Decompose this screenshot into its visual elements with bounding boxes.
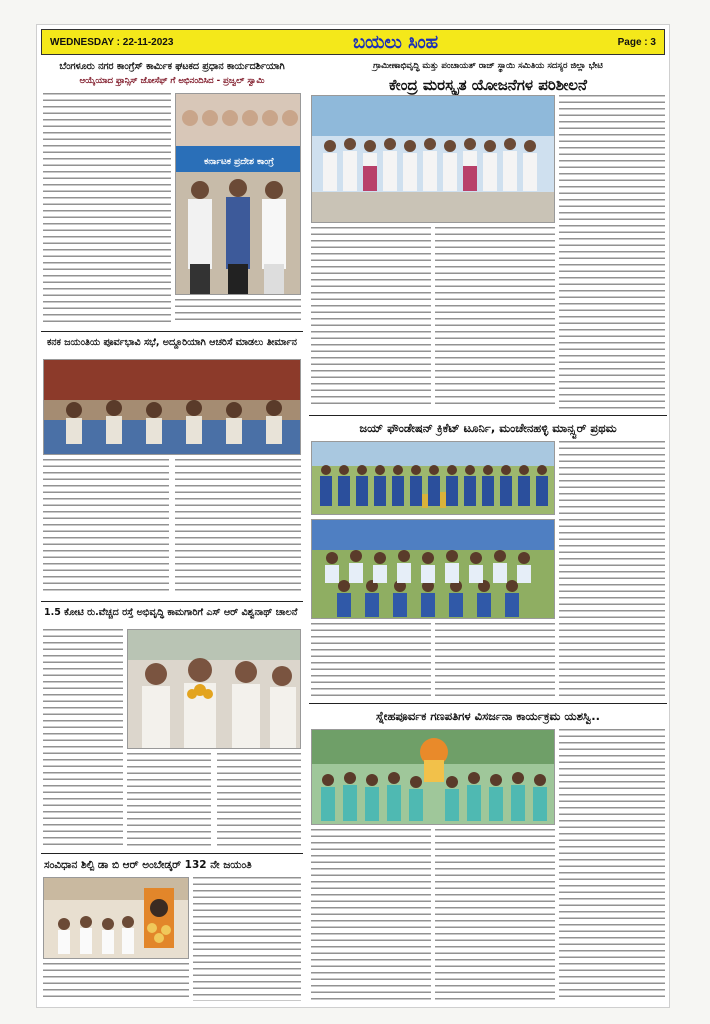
article-text xyxy=(311,227,431,409)
article-text xyxy=(311,623,431,699)
story-headline: ಸಂವಿಧಾನ ಶಿಲ್ಪಿ ಡಾ ಬಿ ಆರ್ ಅಂಬೇಡ್ಕರ್ 132 ನೇ ಜಯಂತಿ xyxy=(44,859,252,871)
masthead xyxy=(41,29,665,55)
newspaper-page xyxy=(36,24,670,1008)
story-headline: ಕೇಂದ್ರ ಮರಸ್ಕೃತ ಯೋಜನೆಗಳ ಪರಿಶೀಲನೆ xyxy=(389,76,587,94)
divider xyxy=(41,853,303,854)
article-text xyxy=(193,877,301,1001)
story-ganapati-immersion xyxy=(309,707,667,1003)
article-text xyxy=(435,623,555,699)
divider xyxy=(41,601,303,602)
story-headline: ಕನಕ ಜಯಂತಿಯ ಪೂರ್ವಭಾವಿ ಸಭೆ, ಅದ್ದೂರಿಯಾಗಿ ಆಚರಿಸೆ ಮಾಡಲು ತೀರ್ಮಾನ xyxy=(47,337,297,348)
article-text xyxy=(43,629,123,847)
newspaper-title: ಬಯಲು ಸಿಂಹ xyxy=(352,31,439,53)
photo-committee-group xyxy=(311,95,555,223)
article-text xyxy=(43,93,171,323)
article-text xyxy=(43,963,189,1001)
story-subheadline: ಆಯ್ಕೆಯಾದ ಫ್ರಾನ್ಸಿಸ್ ಜೋಸೆಫ್ ಗೆ ಅಭಿನಂದಿಸಿದ - ಪ್ರಜ್ವಲ್ ಸ್ವಾಮಿ xyxy=(79,76,265,86)
photo-meeting xyxy=(43,359,301,455)
photo-image xyxy=(312,730,555,825)
article-text xyxy=(175,459,301,595)
story-headline: ಬೆಂಗಳೂರು ನಗರ ಕಾಂಗ್ರೆಸ್ ಕಾರ್ಮಿಕ ಘಟಕದ ಪ್ರಧಾನ ಕಾರ್ಯದರ್ಶಿಯಾಗಿ xyxy=(59,61,285,72)
photo-cricket-team-2 xyxy=(311,519,555,619)
article-text xyxy=(127,753,211,847)
photo-image xyxy=(44,360,301,455)
story-congress-labour-cell xyxy=(41,59,303,327)
photo-image xyxy=(44,878,189,959)
photo-cricket-team-1 xyxy=(311,441,555,515)
photo-caption xyxy=(175,299,301,325)
story-headline: 1.5 ಕೋಟಿ ರು.ವೆಚ್ಚದ ರಸ್ತೆ ಅಭಿವೃದ್ಧಿ ಕಾಮಗಾರಿಗೆ ಎಸ್ ಆರ್ ವಿಶ್ವನಾಥ್ ಚಾಲನೆ xyxy=(44,607,298,618)
story-kicker: ಗ್ರಾಮೀಣಾಭಿವೃದ್ಧಿ ಮತ್ತು ಪಂಚಾಯತ್ ರಾಜ್ ಸ್ಥಾಯಿ ಸಮಿತಿಯ ಸದಸ್ಯರ ಜಿಲ್ಲಾ ಭೇಟಿ xyxy=(373,61,603,71)
issue-date: WEDNESDAY : 22-11-2023 xyxy=(50,36,174,48)
story-headline: ಜಯ್ ಫೌಂಡೇಷನ್ ಕ್ರಿಕೆಟ್ ಟೂರ್ನಿ, ಮಂಚೇನಹಳ್ಳಿ ಮಾನ್ಸ್ಟರ್ ಪ್ರಥಮ xyxy=(359,421,617,435)
article-text xyxy=(559,441,665,699)
photo-ganapati-procession xyxy=(311,729,555,825)
article-text xyxy=(435,227,555,409)
photo-image xyxy=(312,442,555,515)
article-text xyxy=(311,829,431,1001)
story-road-development xyxy=(41,605,303,849)
article-text xyxy=(43,459,169,595)
left-column xyxy=(41,59,303,1003)
photo-image xyxy=(128,630,301,749)
right-column xyxy=(309,59,667,1003)
photo-image xyxy=(176,94,301,295)
banner-text: ಕರ್ನಾಟಕ ಪ್ರದೇಶ ಕಾಂಗ್ರೆ xyxy=(204,157,274,167)
article-text xyxy=(435,829,555,1001)
article-text xyxy=(559,95,665,409)
article-text xyxy=(559,729,665,1001)
story-central-schemes-review xyxy=(309,59,667,413)
story-ambedkar-jayanti xyxy=(41,857,303,1003)
photo-ambedkar-event xyxy=(43,877,189,959)
photo-congress-felicitation xyxy=(175,93,301,295)
photo-image xyxy=(312,96,555,223)
photo-inauguration xyxy=(127,629,301,749)
story-headline: ಸ್ನೇಹಪೂರ್ವಕ ಗಣಪತಿಗಳ ವಿಸರ್ಜನಾ ಕಾರ್ಯಕ್ರಮ ಯಶಸ್ವಿ.. xyxy=(376,709,600,723)
divider xyxy=(309,703,667,704)
photo-image xyxy=(312,520,555,619)
divider xyxy=(41,331,303,332)
divider xyxy=(309,415,667,416)
story-cricket-tournament xyxy=(309,419,667,701)
story-kanaka-jayanti xyxy=(41,335,303,597)
page-number: Page : 3 xyxy=(617,36,656,48)
article-text xyxy=(217,753,301,847)
